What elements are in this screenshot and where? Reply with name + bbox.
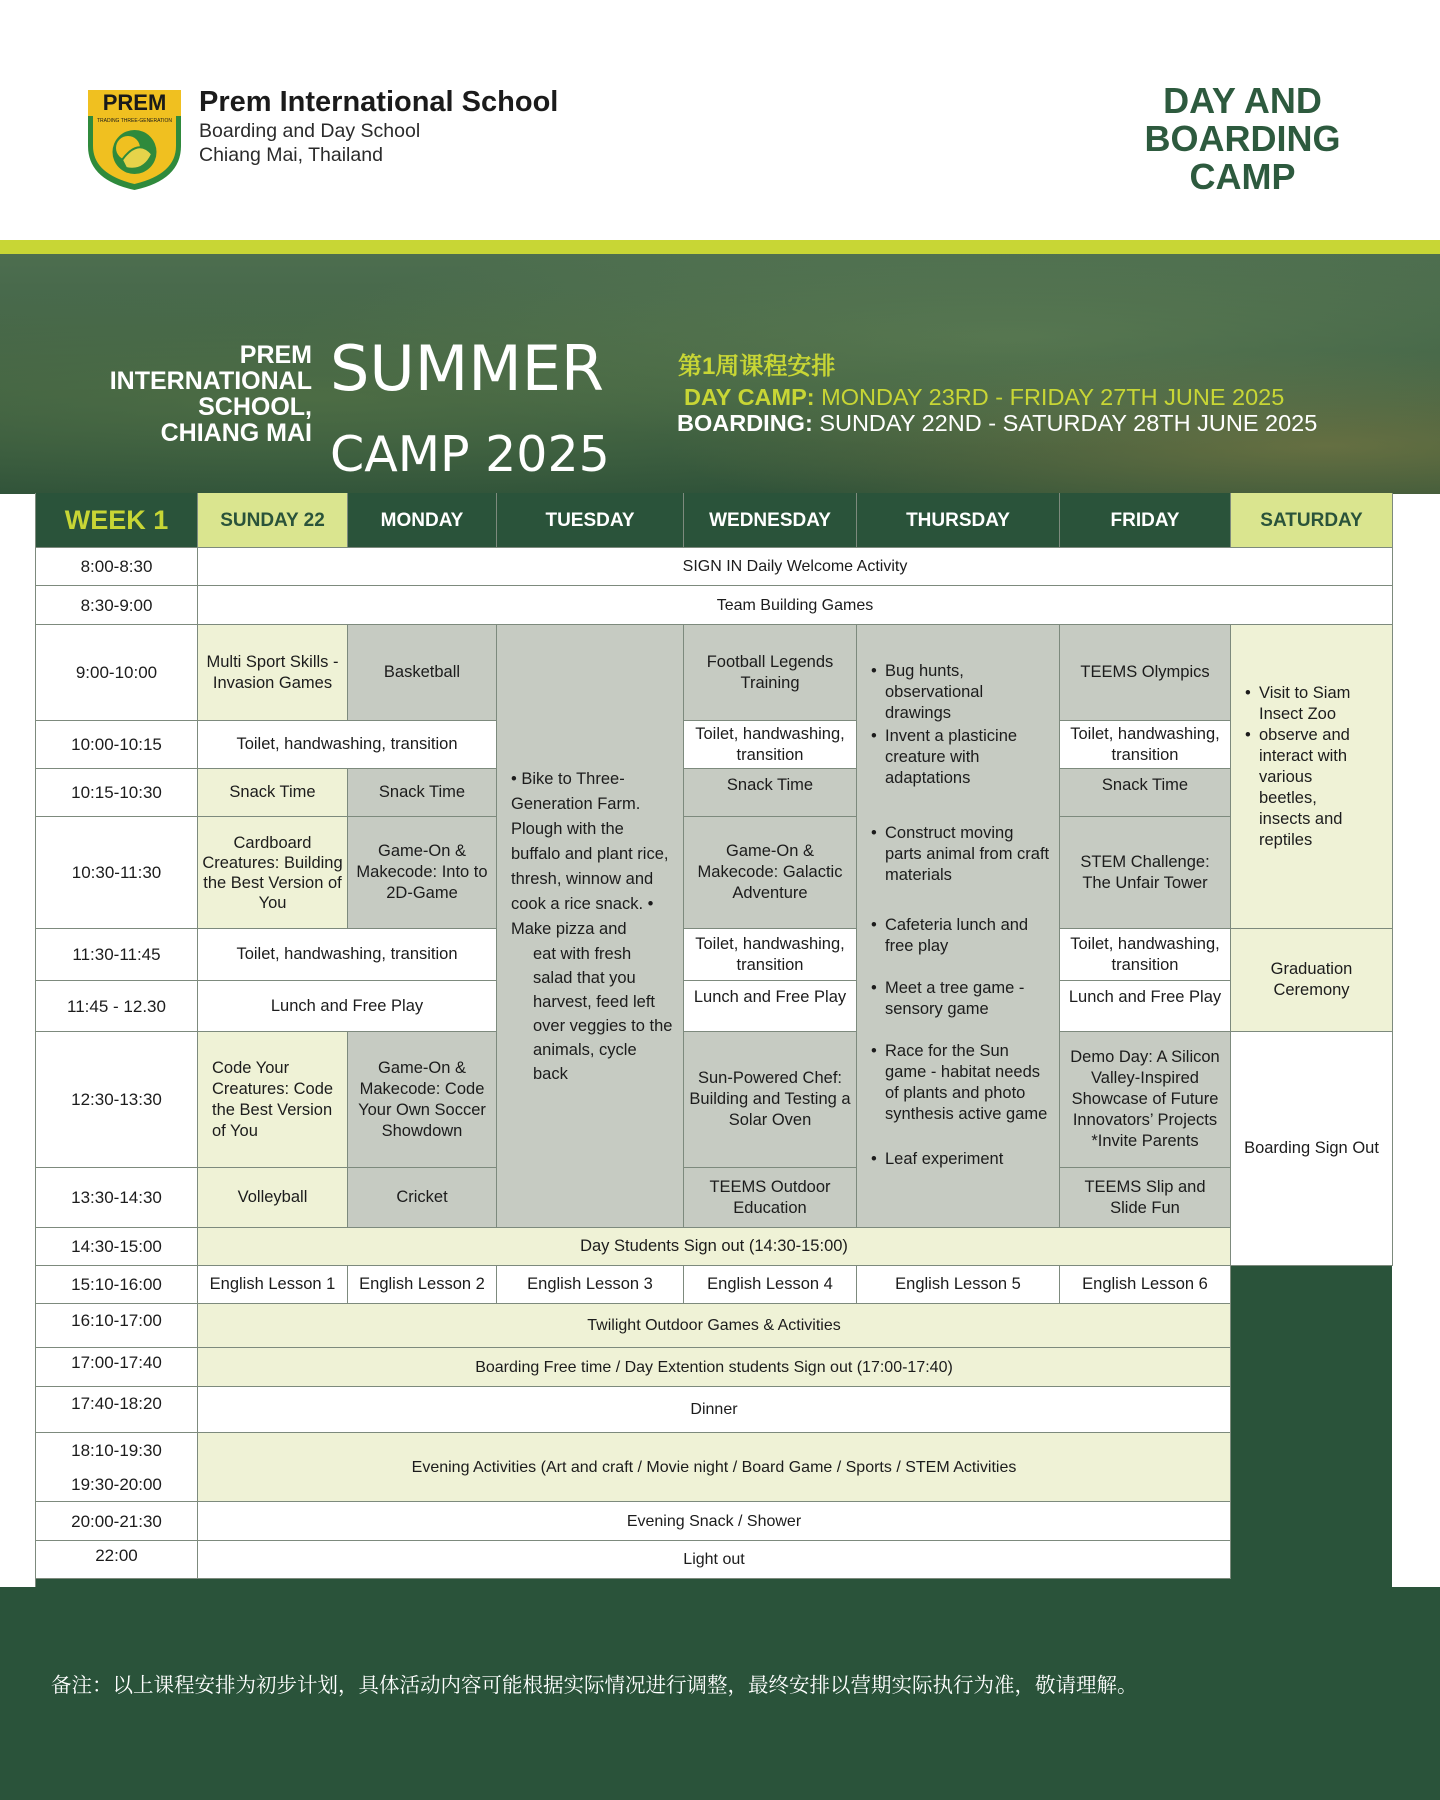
accent-divider xyxy=(0,240,1440,254)
monday-snack: Snack Time xyxy=(348,769,497,817)
sunday-volleyball: Volleyball xyxy=(198,1168,348,1228)
monday-basketball: Basketball xyxy=(348,625,497,721)
toilet-transition: Toilet, handwashing, transition xyxy=(1060,929,1231,981)
time-slot: 17:00-17:40 xyxy=(36,1348,198,1387)
time-slot: 9:00-10:00 xyxy=(36,625,198,721)
team-building-row: Team Building Games xyxy=(198,586,1393,625)
day-header-thursday: THURSDAY xyxy=(857,493,1060,548)
svg-text:TRADING THREE-GENERATION: TRADING THREE-GENERATION xyxy=(96,118,173,124)
english-lesson: English Lesson 1 xyxy=(198,1266,348,1304)
hero-school-name: PREM INTERNATIONAL SCHOOL, CHIANG MAI xyxy=(109,341,312,447)
camp-title: DAY AND BOARDING CAMP xyxy=(1144,80,1341,197)
sunday-cardboard-creatures: Cardboard Creatures: Building the Best Version of You xyxy=(198,817,348,929)
day-header-tuesday: TUESDAY xyxy=(497,493,684,548)
time-slot: 19:30-20:00 xyxy=(36,1467,198,1502)
time-slot: 13:30-14:30 xyxy=(36,1168,198,1228)
time-slot: 8:00-8:30 xyxy=(36,548,198,586)
monday-gameon-soccer: Game-On & Makecode: Code Your Own Soccer Showdown xyxy=(348,1032,497,1168)
wednesday-gameon-galactic: Game-On & Makecode: Galactic Adventure xyxy=(684,817,857,929)
day-header-wednesday: WEDNESDAY xyxy=(684,493,857,548)
friday-stem-challenge: STEM Challenge: The Unfair Tower xyxy=(1060,817,1231,929)
wednesday-teems-outdoor: TEEMS Outdoor Education xyxy=(684,1168,857,1228)
lunch-free-play: Lunch and Free Play xyxy=(1060,981,1231,1032)
day-header-monday: MONDAY xyxy=(348,493,497,548)
english-lesson: English Lesson 6 xyxy=(1060,1266,1231,1304)
time-slot: 10:30-11:30 xyxy=(36,817,198,929)
lunch-free-play: Lunch and Free Play xyxy=(198,981,497,1032)
wednesday-sun-chef: Sun-Powered Chef: Building and Testing a Solar Oven xyxy=(684,1032,857,1168)
lunch-free-play: Lunch and Free Play xyxy=(684,981,857,1032)
saturday-graduation: Graduation Ceremony xyxy=(1231,929,1393,1032)
footer-note: 备注：以上课程安排为初步计划，具体活动内容可能根据实际情况进行调整，最终安排以营期实际执行为准，敬请理解。 xyxy=(51,1673,1138,1697)
evening-activities: Evening Activities (Art and craft / Movie night / Board Game / Sports / STEM Activities xyxy=(198,1433,1231,1502)
school-location: Chiang Mai, Thailand xyxy=(199,144,383,166)
page-header xyxy=(0,0,1440,240)
time-slot: 22:00 xyxy=(36,1541,198,1579)
thursday-nature-activities: • Bug hunts, observational drawings • Invent a plasticine creature with adaptations • Construct moving parts animal from craft materials • Cafeteria lunch and free play • Meet a tree game - sensory game • Race for the Sun game - habitat needs of plants and photo synthesis active game • Leaf experiment xyxy=(857,625,1060,1228)
toilet-transition: Toilet, handwashing, transition xyxy=(198,721,497,769)
day-students-sign-out: Day Students Sign out (14:30-15:00) xyxy=(198,1228,1231,1266)
svg-text:PREM: PREM xyxy=(102,90,167,115)
sunday-code-creatures: Code Your Creatures: Code the Best Version of You xyxy=(198,1032,348,1168)
wednesday-football: Football Legends Training xyxy=(684,625,857,721)
time-slot: 8:30-9:00 xyxy=(36,586,198,625)
light-out: Light out xyxy=(198,1541,1231,1579)
hero-banner xyxy=(0,254,1440,494)
toilet-transition: Toilet, handwashing, transition xyxy=(684,721,857,769)
friday-snack: Snack Time xyxy=(1060,769,1231,817)
toilet-transition: Toilet, handwashing, transition xyxy=(1060,721,1231,769)
twilight-games: Twilight Outdoor Games & Activities xyxy=(198,1304,1231,1348)
time-slot: 14:30-15:00 xyxy=(36,1228,198,1266)
sunday-multi-sport: Multi Sport Skills - Invasion Games xyxy=(198,625,348,721)
school-subtitle: Boarding and Day School xyxy=(199,120,421,142)
school-name: Prem International School xyxy=(199,86,559,118)
time-slot: 18:10-19:30 xyxy=(36,1433,198,1467)
hero-chinese-title: 第1周课程安排 xyxy=(678,353,836,380)
boarding-free-time: Boarding Free time / Day Extention students Sign out (17:00-17:40) xyxy=(198,1348,1231,1387)
dinner: Dinner xyxy=(198,1387,1231,1433)
tuesday-farm-trip: • Bike to Three-Generation Farm. Plough with the buffalo and plant rice, thresh, winnow and cook a rice snack. • Make pizza and eat with fresh salad that you harvest, feed left over veggies to the animals, cycle back xyxy=(497,625,684,1228)
time-slot: 17:40-18:20 xyxy=(36,1387,198,1433)
sunday-snack: Snack Time xyxy=(198,769,348,817)
hero-title-summer: SUMMER xyxy=(330,332,604,405)
english-lesson: English Lesson 5 xyxy=(857,1266,1060,1304)
friday-slip-slide: TEEMS Slip and Slide Fun xyxy=(1060,1168,1231,1228)
time-slot: 15:10-16:00 xyxy=(36,1266,198,1304)
schedule-table xyxy=(35,493,1392,1587)
school-crest-logo xyxy=(86,88,183,192)
saturday-insect-zoo: • Visit to Siam Insect Zoo • observe and interact with various beetles, insects and reptiles xyxy=(1231,625,1393,929)
time-slot: 20:00-21:30 xyxy=(36,1502,198,1541)
boarding-dates: BOARDING: SUNDAY 22ND - SATURDAY 28TH JUNE 2025 xyxy=(677,410,1318,436)
wednesday-snack: Snack Time xyxy=(684,769,857,817)
monday-cricket: Cricket xyxy=(348,1168,497,1228)
time-slot: 10:00-10:15 xyxy=(36,721,198,769)
english-lesson: English Lesson 4 xyxy=(684,1266,857,1304)
monday-gameon-2d: Game-On & Makecode: Into to 2D-Game xyxy=(348,817,497,929)
week-label: WEEK 1 xyxy=(36,493,198,548)
time-slot: 16:10-17:00 xyxy=(36,1304,198,1348)
hero-title-camp: CAMP 2025 xyxy=(330,426,610,483)
day-header-saturday: SATURDAY xyxy=(1231,493,1393,548)
time-slot: 11:45 - 12.30 xyxy=(36,981,198,1032)
day-header-sunday: SUNDAY 22 xyxy=(198,493,348,548)
time-slot: 11:30-11:45 xyxy=(36,929,198,981)
day-camp-dates: DAY CAMP: MONDAY 23RD - FRIDAY 27TH JUNE 2025 xyxy=(684,384,1285,410)
friday-olympics: TEEMS Olympics xyxy=(1060,625,1231,721)
time-slot: 10:15-10:30 xyxy=(36,769,198,817)
saturday-boarding-sign-out: Boarding Sign Out xyxy=(1231,1032,1393,1266)
time-slot: 12:30-13:30 xyxy=(36,1032,198,1168)
evening-snack-shower: Evening Snack / Shower xyxy=(198,1502,1231,1541)
english-lesson: English Lesson 2 xyxy=(348,1266,497,1304)
toilet-transition: Toilet, handwashing, transition xyxy=(198,929,497,981)
sign-in-row: SIGN IN Daily Welcome Activity xyxy=(198,548,1393,586)
friday-demo-day: Demo Day: A Silicon Valley-Inspired Showcase of Future Innovators’ Projects *Invite Parents xyxy=(1060,1032,1231,1168)
day-header-friday: FRIDAY xyxy=(1060,493,1231,548)
toilet-transition: Toilet, handwashing, transition xyxy=(684,929,857,981)
english-lesson: English Lesson 3 xyxy=(497,1266,684,1304)
